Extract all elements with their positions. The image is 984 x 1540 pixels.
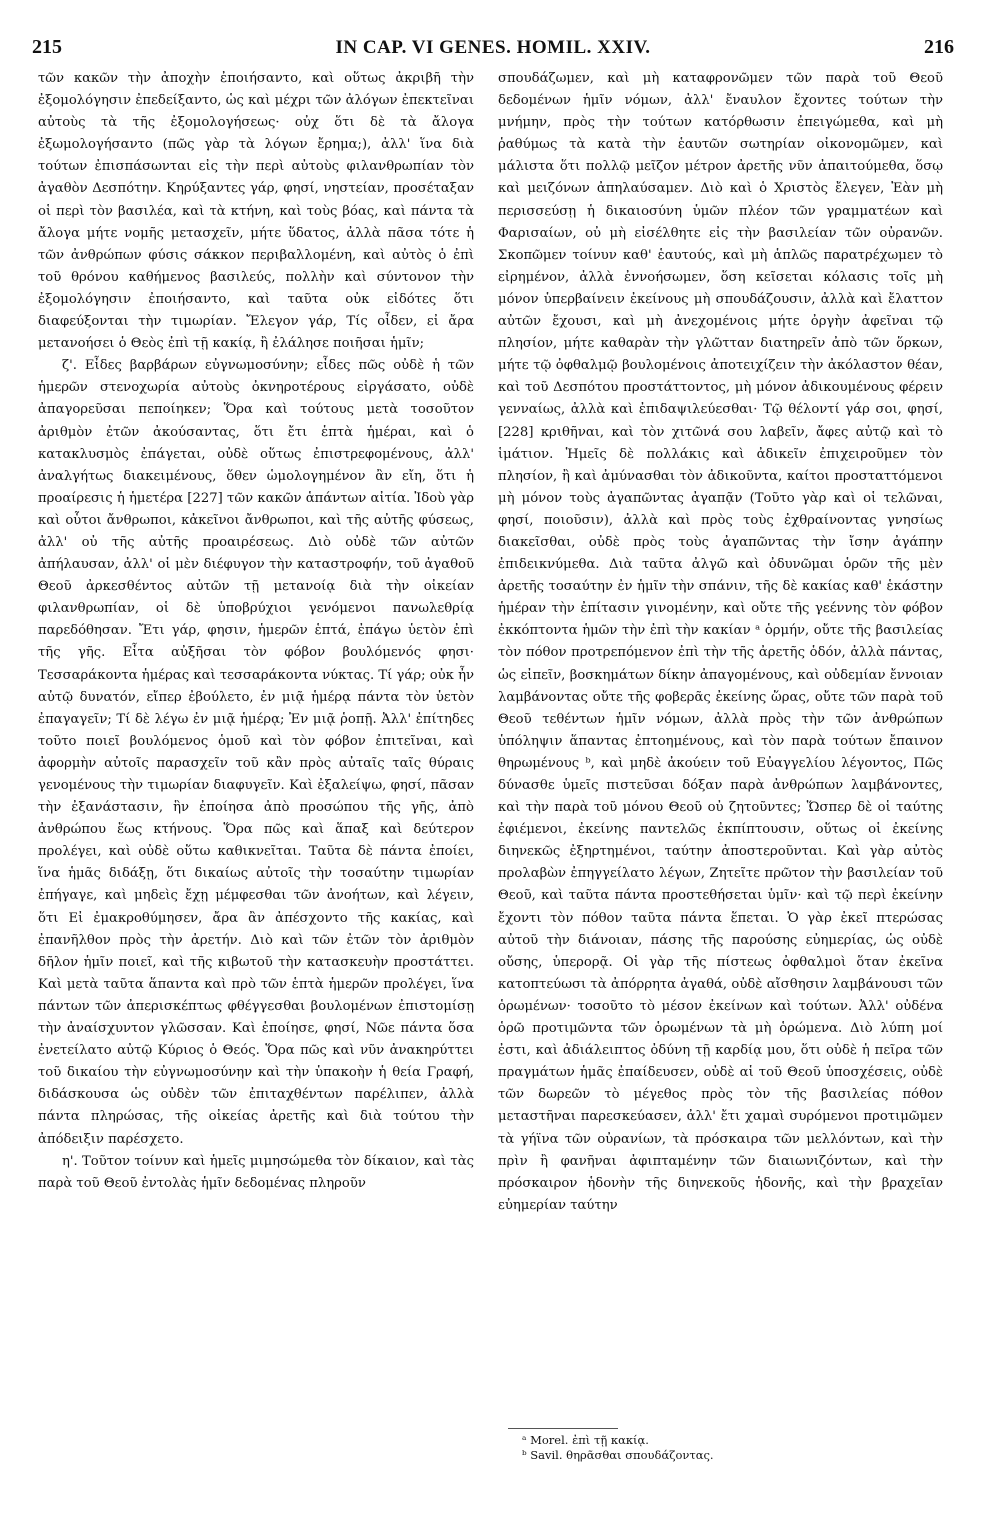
left-paragraph-1: τῶν κακῶν τὴν ἀποχὴν ἐποιήσαντο, καὶ οὕτως ἀκριβῆ τὴν ἐξομολόγησιν ἐπεδείξαντο, ὡς καὶ μέχρι τῶν ἀλόγων ἐπεκτεῖναι αὐτοὺς τὰ τῆς ἐξομολογήσεως· οὐχ ὅτι δὲ τὰ ἄλογα ἐξωμολογήσαντο (πῶς γὰρ τὰ λόγων ἔρημα;), ἀλλ' ἵνα διὰ τούτων ἐπισπάσωνται εἰς τὴν περὶ αὐτοὺς φιλανθρωπίαν τὸν ἀγαθὸν Δεσπότην. Κηρύξαντες γάρ, φησί, νηστείαν, προσέταξαν οἱ περὶ τὸν βασιλέα, καὶ τὰ κτήνη, καὶ τοὺς βόας, καὶ πάντα τὰ ἄλογα μήτε νομῆς μετασχεῖν, μήτε ὕδατος, ἀλλὰ πᾶσα τότε ἡ τῶν ἀνθρώπων φύσις σάκκον περιβαλλομένη, καὶ αὐτὸς ὁ ἐπὶ τοῦ θρόνου καθήμενος βασιλεύς, πολλὴν καὶ σύντονον τὴν ἐξομολόγησιν ἐποιήσαντο, καὶ ταῦτα οὐκ εἰδότες ὅτι διαφεύξονται τὴν τιμωρίαν. Ἔλεγον γάρ, Τίς οἶδεν, εἰ ἄρα μετανοήσει ὁ Θεὸς ἐπὶ τῇ κακίᾳ, ἢ ἐλάλησε ποιῆσαι ἡμῖν; xyxy=(38,71,474,352)
footnote-b: ᵇ Savil. θηρᾶσθαι σπουδάζοντας. xyxy=(522,1448,714,1462)
left-paragraph-2: ζ'. Εἶδες βαρβάρων εὐγνωμοσύνην; εἶδες πῶς οὐδὲ ἡ τῶν ἡμερῶν στενοχωρία αὐτοὺς ὀκνηροτέρους εἰργάσατο, οὐδὲ ἀπαγορεῦσαι πεποίηκεν; Ὅρα καὶ τούτους μετὰ τοσοῦτον ἀριθμὸν ἐτῶν ἀκούσαντας, ὅτι ἔτι ἑπτὰ ἡμέραι, καὶ ὁ κατακλυσμὸς ἐπάγεται, οὐδὲ οὕτως ἐπιστρεφομένους, ἀλλ' ἀναλγήτως διακειμένους, ὅθεν ὡμολογημένον ἂν εἴη, ὅτι ἡ προαίρεσις ἡ ἡμετέρα [227] τῶν κακῶν ἁπάντων αἰτία. Ἰδοὺ γὰρ καὶ οὗτοι ἄνθρωποι, κἀκεῖνοι ἄνθρωποι, καὶ τῆς αὐτῆς φύσεως, ἀλλ' οὐ τῆς αὐτῆς προαιρέσεως. Διὸ οὐδὲ τῶν αὐτῶν ἀπήλαυσαν, ἀλλ' οἱ μὲν διέφυγον τὴν καταστροφήν, τοῦ ἀγαθοῦ Θεοῦ ἀρκεσθέντος αὐτῶν τῇ μετανοίᾳ διὰ τὴν οἰκείαν φιλανθρωπίαν, οἱ δὲ ὑποβρύχιοι γενόμενοι πανωλεθρίᾳ παρεδόθησαν. Ἔτι γάρ, φησιν, ἡμερῶν ἑπτά, ἐπάγω ὑετὸν ἐπὶ τῆς γῆς. Εἶτα αὐξῆσαι τὸν φόβον βουλόμενός φησι· Τεσσαράκοντα ἡμέρας καὶ τεσσαράκοντα νύκτας. Τί γάρ; οὐκ ἦν αὐτῷ δυνατόν, εἴπερ ἐβούλετο, ἐν μιᾷ ἡμέρᾳ πάντα τὸν ὑετὸν ἐπαγαγεῖν; Τί δὲ λέγω ἐν μιᾷ ἡμέρᾳ; Ἐν μιᾷ ῥοπῇ. Ἀλλ' ἐπίτηδες τοῦτο ποιεῖ βουλόμενος ὁμοῦ καὶ τὸν φόβον ἐπιτεῖναι, καὶ ἀφορμὴν αὐτοῖς παρασχεῖν τοῦ κἂν πρὸς αὐταῖς ταῖς θύραις γενομένους τὴν τιμωρίαν διαφυγεῖν. Καὶ ἐξαλείψω, φησί, πᾶσαν τὴν ἐξανάστασιν, ἣν ἐποίησα ἀπὸ προσώπου τῆς γῆς, ἀπὸ ἀνθρώπου ἕως κτήνους. Ὅρα πῶς καὶ ἅπαξ καὶ δεύτερον προλέγει, καὶ οὐδὲ οὕτω καθικνεῖται. Ταῦτα δὲ πάντα ἐποίει, ἵνα ἡμᾶς διδάξῃ, ὅτι δικαίως αὐτοῖς τὴν τοσαύτην τιμωρίαν ἐπήγαγε, καὶ μηδεὶς ἔχῃ μέμφεσθαι τῶν ἀνοήτων, καὶ λέγειν, ὅτι Εἰ ἐμακροθύμησεν, ἄρα ἂν ἀπέσχοντο τῆς κακίας, καὶ ἐπανῆλθον πρὸς τὴν ἀρετήν. Διὸ καὶ τῶν ἐτῶν τὸν ἀριθμὸν δῆλον ἡμῖν ποιεῖ, καὶ τῆς κιβωτοῦ τὴν κατασκευὴν προστάττει. Καὶ μετὰ ταῦτα ἅπαντα καὶ πρὸ τῶν ἑπτὰ ἡμερῶν προλέγει, ἵνα πάντων τῶν ἀπερισκέπτως φθέγγεσθαι βουλομένων ἐπιστομίσῃ τὴν ἀναίσχυντον γλῶσσαν. Καὶ ἐποίησε, φησί, Νῶε πάντα ὅσα ἐνετείλατο αὐτῷ Κύριος ὁ Θεός. Ὅρα πῶς καὶ νῦν ἀνακηρύττει τοῦ δικαίου τὴν εὐγνωμοσύνην καὶ τὴν ὑπακοὴν ἡ θεία Γραφή, διδάσκουσα ὡς οὐδὲν τῶν ἐπιταχθέντων παρέλιπεν, ἀλλὰ πάντα πληρώσας, τῆς οἰκείας ἀρετῆς καὶ διὰ τούτου τὴν ἀπόδειξιν παρέσχετο. xyxy=(38,358,475,1147)
left-paragraph-3: η'. Τοῦτον τοίνυν καὶ ἡμεῖς μιμησώμεθα τὸν δίκαιον, καὶ τὰς παρὰ τοῦ Θεοῦ ἐντολὰς ἡμῖν δεδομένας πληροῦν xyxy=(38,1153,474,1191)
left-page-number: 215 xyxy=(32,36,62,58)
left-column xyxy=(38,68,474,1195)
footnote-rule xyxy=(508,1428,618,1429)
right-column xyxy=(498,68,943,1217)
footnotes xyxy=(522,1433,922,1463)
footnote-a: ᵃ Morel. ἐπὶ τῇ κακίᾳ. xyxy=(522,1433,649,1447)
right-paragraph-1: σπουδάζωμεν, καὶ μὴ καταφρονῶμεν τῶν παρὰ τοῦ Θεοῦ δεδομένων ἡμῖν νόμων, ἀλλ' ἔναυλον ἔχοντες τούτων τὴν μνήμην, πρὸς τὴν τούτων κατόρθωσιν ἐπειγώμεθα, καὶ μὴ ῥαθύμως τὰ κατὰ τὴν ἑαυτῶν σωτηρίαν οἰκονομῶμεν, καὶ μάλιστα ὅτι πολλῷ μεῖζον μέτρον ἀρετῆς νῦν ἀπαιτούμεθα, ὅσῳ καὶ μειζόνων ἀπηλαύσαμεν. Διὸ καὶ ὁ Χριστὸς ἔλεγεν, Ἐὰν μὴ περισσεύσῃ ἡ δικαιοσύνη ὑμῶν πλέον τῶν γραμματέων καὶ Φαρισαίων, οὐ μὴ εἰσέλθητε εἰς τὴν βασιλείαν τῶν οὐρανῶν. Σκοπῶμεν τοίνυν καθ' ἑαυτούς, καὶ μὴ ἁπλῶς παρατρέχωμεν τὸ εἰρημένον, ἀλλὰ ἐννοήσωμεν, ὅση κεῖσεται κόλασις τοῖς μὴ μόνον ὑπερβαίνειν ἐκείνους μὴ σπουδάζουσιν, ἀλλὰ καὶ ἔλαττον αὐτῶν ἔχουσι, καὶ μὴ ἀνεχομένοις μήτε ὀργὴν ἀφεῖναι τῷ πλησίον, μήτε καθαρὰν τὴν γλῶτταν διατηρεῖν ἀπὸ τῶν ὅρκων, μήτε τῷ ὀφθαλμῷ βουλομένοις ἀποτειχίζειν τὴν ἀκόλαστον θέαν, καὶ τοῦ Δεσπότου προστάττοντος, μὴ μόνον ἀδικουμένους φέρειν γενναίως, ἀλλὰ καὶ ἐπιδαψιλεύεσθαι· Τῷ θέλοντί γάρ σοι, φησί, [228] κριθῆναι, καὶ τὸν χιτῶνά σου λαβεῖν, ἄφες αὐτῷ καὶ τὸ ἱμάτιον. Ἡμεῖς δὲ πολλάκις καὶ ἀδικεῖν ἐπιχειροῦμεν τὸν πλησίον, ἢ καὶ ἀμύνασθαι τὸν ἀδικοῦντα, καίτοι προσταττόμενοι μὴ μόνον τοὺς ἀγαπῶντας ἀγαπᾷν (Τοῦτο γὰρ καὶ οἱ τελῶναι, φησί, ποιοῦσιν), ἀλλὰ καὶ πρὸς τοὺς ἐχθραίνοντας γνησίως διακεῖσθαι, οὐδὲ πρὸς τοὺς ἀγαπῶντας τὴν ἴσην ἀγάπην ἐπιδεικνύμεθα. Διὰ ταῦτα ἀλγῶ καὶ ὀδυνῶμαι ὁρῶν τῆς μὲν ἀρετῆς τοσαύτην ἐν ἡμῖν τὴν σπάνιν, τῆς δὲ κακίας καθ' ἑκάστην ἡμέραν τὴν ἐπίτασιν γινομένην, καὶ οὔτε τῆς γεέννης τὸν φόβον ἐκκόπτοντα ἡμῶν τὴν ἐπὶ τὴν κακίαν ᵃ ὁρμήν, οὔτε τῆς βασιλείας τὸν πόθον προτρεπόμενον ἐπὶ τὴν τῆς ἀρετῆς ὁδόν, ἀλλὰ πάντας, ὡς εἰπεῖν, βοσκημάτων δίκην ἀπαγομένους, καὶ οὐδεμίαν ἔννοιαν λαμβάνοντας οὔτε τῆς φοβερᾶς ἐκείνης ὥρας, οὔτε τῶν παρὰ τοῦ Θεοῦ τεθέντων ἡμῖν νόμων, ἀλλὰ πρὸς τὴν τῶν ἀνθρώπων ὑπόληψιν ἅπαντας ἐπτοημένους, καὶ τὸν παρὰ τούτων ἔπαινον θηρωμένους ᵇ, καὶ μηδὲ ἀκούειν τοῦ Εὐαγγελίου λέγοντος, Πῶς δύνασθε ὑμεῖς πιστεῦσαι δόξαν παρὰ ἀνθρώπων λαμβάνοντες, καὶ τὴν παρὰ τοῦ μόνου Θεοῦ οὐ ζητοῦντες; Ὥσπερ δὲ οἱ ταύτης ἐφιέμενοι, ἐκείνης παντελῶς ἐκπίπτουσιν, οὕτως οἱ ἐκείνης διηνεκῶς ἐξηρτημένοι, ταύτην ἀποστεροῦνται. Καὶ γὰρ αὐτὸς προλαβὼν ἐπηγγείλατο λέγων, Ζητεῖτε πρῶτον τὴν βασιλείαν τοῦ Θεοῦ, καὶ ταῦτα πάντα προστεθήσεται ὑμῖν· καὶ τῷ περὶ ἐκείνην ἔχοντι τὸν πόθον ταῦτα πάντα ἕπεται. Ὁ γὰρ ἐκεῖ πτερώσας αὐτοῦ τὴν διάνοιαν, πάσης τῆς παρούσης εὐημερίας, ὡς οὐδὲ οὔσης, ὑπερορᾷ. Οἱ γὰρ τῆς πίστεως ὀφθαλμοὶ ὅταν ἐκεῖνα κατοπτεύωσι τὰ ἀπόρρητα ἀγαθά, οὐδὲ αἴσθησιν λαμβάνουσι τῶν ὁρωμένων· τοσοῦτο τὸ μέσον ἐκείνων καὶ τούτων. Ἀλλ' οὐδένα ὁρῶ προτιμῶντα τῶν ὁρωμένων τὰ μὴ ὁρώμενα. Διὸ λύπη μοί ἐστι, καὶ ἀδιάλειπτος ὀδύνη τῇ καρδίᾳ μου, ὅτι οὐδὲ ἡ πεῖρα τῶν πραγμάτων ἡμᾶς ἐπαίδευσεν, οὐδὲ αἱ τοῦ Θεοῦ ὑποσχέσεις, οὐδὲ τῶν δωρεῶν τὸ μέγεθος πρὸς τὸν τῆς βασιλείας πόθον μεταστῆναι παρεσκεύασεν, ἀλλ' ἔτι χαμαὶ συρόμενοι προτιμῶμεν τὰ γήϊνα τῶν οὐρανίων, τὰ πρόσκαιρα τῶν μελλόντων, καὶ τὴν πρὶν ἢ φανῆναι ἀφιπταμένην τῶν διαιωνιζόντων, καὶ τὴν πρόσκαιρον ἡδονὴν τῆς διηνεκοῦς ἡδονῆς, καὶ τὴν βραχεῖαν εὐημερίαν ταύτην xyxy=(498,71,943,1213)
running-header xyxy=(32,36,954,62)
running-title: IN CAP. VI GENES. HOMIL. XXIV. xyxy=(335,37,651,58)
right-page-number: 216 xyxy=(924,36,954,58)
